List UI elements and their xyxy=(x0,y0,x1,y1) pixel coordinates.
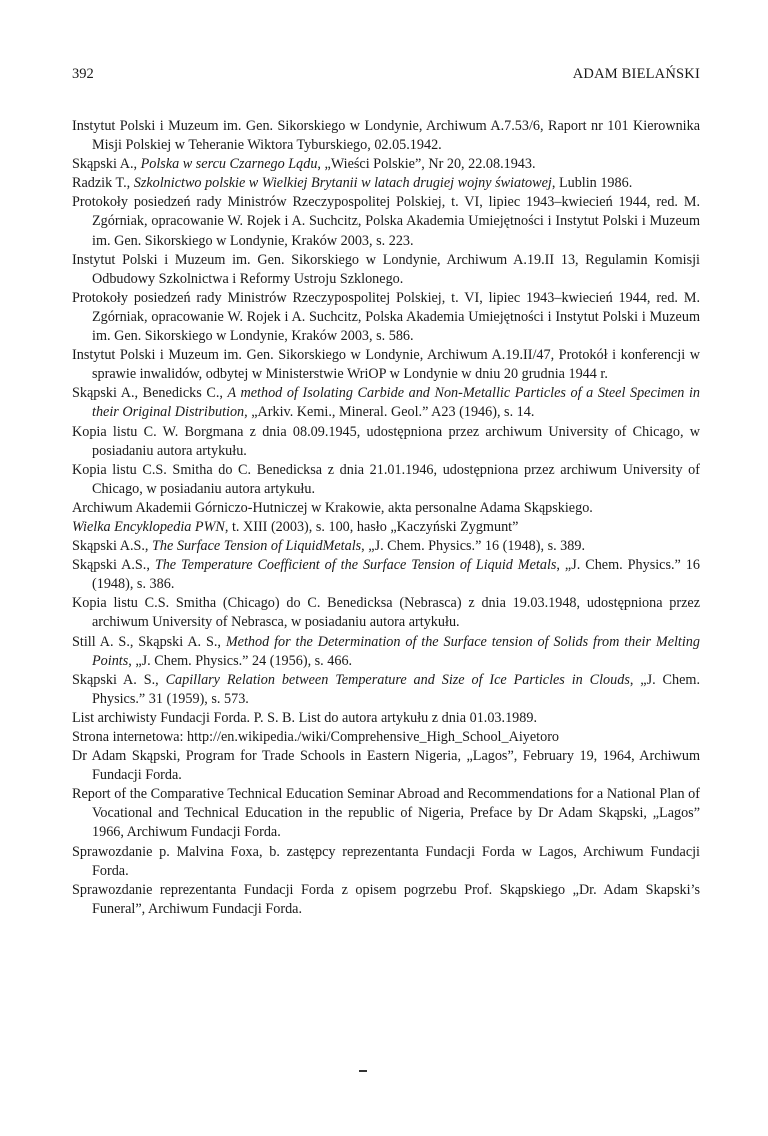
reference-entry: Skąpski A., Polska w sercu Czarnego Lądu, „Wieści Polskie”, Nr 20, 22.08.1943. xyxy=(72,156,536,173)
reference-entry: Instytut Polski i Muzeum im. Gen. Sikorskiego w Londynie, Archiwum A.19.II 13, Regulamin Komisji Odbudowy Szkolnictwa i Reformy Ustroju Szklonego. xyxy=(72,251,700,287)
reference-entry: Dr Adam Skąpski, Program for Trade Schools in Eastern Nigeria, „Lagos”, February 19, 1964, Archiwum Fundacji Forda. xyxy=(72,748,700,784)
reference-entry: Archiwum Akademii Górniczo-Hutniczej w Krakowie, akta personalne Adama Skąpskiego. xyxy=(72,499,593,516)
reference-entry: Report of the Comparative Technical Education Seminar Abroad and Recommendations for a National Plan of Vocational and Technical Education in the republic of Nigeria, Preface by Dr Adam Skąpski, „Lagos” 1966, Archiwum Fundacji Forda. xyxy=(72,786,700,841)
reference-entry: Protokoły posiedzeń rady Ministrów Rzeczypospolitej Polskiej, t. VI, lipiec 1943–kwiecień 1944, red. M. Zgórniak, opracowanie W. Rojek i A. Suchcitz, Polska Akademia Umiejętności i Instytut Polski i Muzeum im. Gen. Sikorskiego w Londynie, Kraków 2003, s. 586. xyxy=(72,289,700,345)
reference-entry: Skąpski A., Benedicks C., A method of Isolating Carbide and Non-Metallic Particles of a Steel Specimen in their Original Distribution, „Arkiv. Kemi., Mineral. Geol.” A23 (1946), s. 14. xyxy=(72,385,700,421)
page-header xyxy=(72,66,700,88)
reference-entry: Kopia listu C.S. Smitha do C. Benedicksa z dnia 21.01.1946, udostępniona przez archiwum University of Chicago, w posiadaniu autora artykułu. xyxy=(72,461,700,497)
reference-entry: Instytut Polski i Muzeum im. Gen. Sikorskiego w Londynie, Archiwum A.19.II/47, Protokół i konferencji w sprawie inwalidów, odbytej w Ministerstwie WriOP w Londynie w dniu 20 grudnia 1944 r. xyxy=(72,347,700,383)
page-number: 392 xyxy=(72,66,94,82)
reference-entry: Wielka Encyklopedia PWN, t. XIII (2003), s. 100, hasło „Kaczyński Zygmunt” xyxy=(72,518,519,535)
reference-entry: Still A. S., Skąpski A. S., Method for the Determination of the Surface tension of Solids from their Melting Points, „J. Chem. Physics.” 24 (1956), s. 466. xyxy=(72,633,700,669)
reference-entry: Sprawozdanie p. Malvina Foxa, b. zastępcy reprezentanta Fundacji Forda w Lagos, Archiwum Fundacji Forda. xyxy=(72,843,700,879)
reference-entry: Protokoły posiedzeń rady Ministrów Rzeczypospolitej Polskiej, t. VI, lipiec 1943–kwiecień 1944, red. M. Zgórniak, opracowanie W. Rojek i A. Suchcitz, Polska Akademia Umiejętności i Instytut Polski i Muzeum im. Gen. Sikorskiego w Londynie, Kraków 2003, s. 223. xyxy=(72,194,700,249)
reference-entry: Skąpski A.S., The Temperature Coefficient of the Surface Tension of Liquid Metals, „J. Chem. Physics.” 16 (1948), s. 386. xyxy=(72,557,700,593)
reference-entry: Instytut Polski i Muzeum im. Gen. Sikorskiego w Londynie, Archiwum A.7.53/6, Raport nr 101 Kierownika Misji Polskiej w Teheranie Wiktora Tyburskiego, 02.05.1942. xyxy=(72,118,700,154)
reference-entry: Skąpski A. S., Capillary Relation between Temperature and Size of Ice Particles in Clouds, „J. Chem. Physics.” 31 (1959), s. 573. xyxy=(72,671,700,707)
reference-list xyxy=(72,117,700,919)
footer-dash-mark xyxy=(359,1070,367,1072)
reference-entry: Kopia listu C. W. Borgmana z dnia 08.09.1945, udostępniona przez archiwum University of Chicago, w posiadaniu autora artykułu. xyxy=(72,423,700,459)
running-head-author: ADAM BIELAŃSKI xyxy=(572,66,700,82)
reference-entry: Kopia listu C.S. Smitha (Chicago) do C. Benedicksa (Nebrasca) z dnia 19.03.1948, udostępniona przez archiwum University of Nebrasca, w posiadaniu autora artykułu. xyxy=(72,595,700,631)
reference-entry: List archiwisty Fundacji Forda. P. S. B. List do autora artykułu z dnia 01.03.1989. xyxy=(72,709,537,726)
reference-entry: Radzik T., Szkolnictwo polskie w Wielkiej Brytanii w latach drugiej wojny światowej, Lublin 1986. xyxy=(72,175,633,192)
reference-entry: Sprawozdanie reprezentanta Fundacji Forda z opisem pogrzebu Prof. Skąpskiego „Dr. Adam Skapski’s Funeral”, Archiwum Fundacji Forda. xyxy=(72,881,700,917)
reference-entry: Skąpski A.S., The Surface Tension of LiquidMetals, „J. Chem. Physics.” 16 (1948), s. 389. xyxy=(72,538,586,555)
reference-entry: Strona internetowa: http://en.wikipedia./wiki/Comprehensive_High_School_Aiyetoro xyxy=(72,729,560,745)
